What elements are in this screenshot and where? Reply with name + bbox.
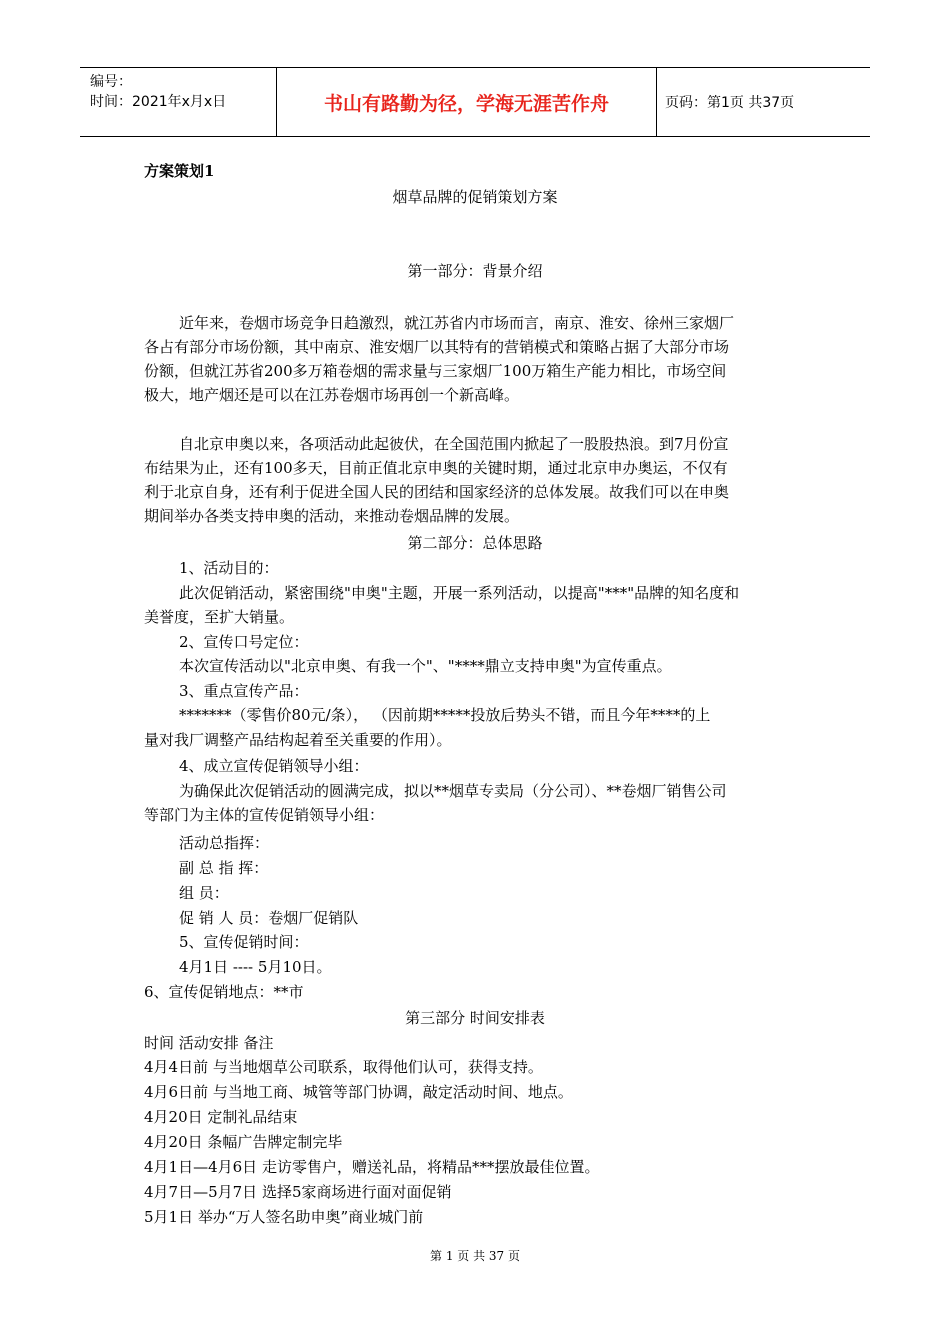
- paragraph-line: 利于北京自身，还有利于促进全国人民的团结和国家经济的总体发展。故我们可以在申奥: [144, 483, 730, 501]
- paragraph-line: 此次促销活动，紧密围绕"申奥"主题，开展一系列活动，以提高"***"品牌的知名度和: [179, 584, 740, 602]
- part2-heading: 第二部分：总体思路: [407, 534, 543, 552]
- leader-row: 活动总指挥：: [179, 834, 270, 852]
- section-title: 1、活动目的：: [179, 559, 279, 577]
- schedule-row: 4月7日—5月7日 选择5家商场进行面对面促销: [144, 1183, 452, 1201]
- header-meta: [80, 68, 277, 136]
- paragraph-line: 本次宣传活动以"北京申奥、有我一个"、"****鼎立支持申奥"为宣传重点。: [179, 657, 672, 675]
- paragraph-line: 布结果为止，还有100多天，目前正值北京申奥的关键时期，通过北京申办奥运，不仅有: [144, 459, 728, 477]
- schedule-row: 5月1日 举办“万人签名助申奥”商业城门前: [144, 1208, 424, 1226]
- paragraph-line: 份额，但就江苏省200多万箱卷烟的需求量与三家烟厂100万箱生产能力相比，市场空间: [144, 362, 727, 380]
- schedule-row: 时间 活动安排 备注: [144, 1034, 274, 1052]
- paragraph-line: 美誉度，至扩大销量。: [144, 608, 295, 626]
- schedule-row: 4月6日前 与当地工商、城管等部门协调，敲定活动时间、地点。: [144, 1083, 573, 1101]
- doc-title: 烟草品牌的促销策划方案: [392, 188, 558, 206]
- paragraph-line: 各占有部分市场份额，其中南京、淮安烟厂以其特有的营销模式和策略占据了大部分市场: [144, 338, 730, 356]
- paragraph-line: 4月1日 ---- 5月10日。: [179, 958, 332, 976]
- paragraph-line: 量对我厂调整产品结构起着至关重要的作用）。: [144, 731, 452, 749]
- paragraph-line: 等部门为主体的宣传促销领导小组：: [144, 806, 385, 824]
- paragraph-line: 自北京申奥以来，各项活动此起彼伏，在全国范围内掀起了一股股热浪。到7月份宣: [179, 435, 729, 453]
- paragraph-line: 期间举办各类支持申奥的活动，来推动卷烟品牌的发展。: [144, 507, 520, 525]
- section-title: 2、宣传口号定位：: [179, 633, 309, 651]
- page-footer: 第 1 页 共 37 页: [430, 1249, 520, 1263]
- part3-heading: 第三部分 时间安排表: [405, 1009, 545, 1027]
- schedule-row: 4月20日 条幅广告牌定制完毕: [144, 1133, 343, 1151]
- paragraph-line: 为确保此次促销活动的圆满完成，拟以**烟草专卖局（分公司）、**卷烟厂销售公司: [179, 782, 727, 800]
- page-header: [80, 67, 870, 137]
- leader-row: 促 销 人 员：卷烟厂促销队: [179, 909, 359, 927]
- header-motto: 书山有路勤为径，学海无涯苦作舟: [277, 68, 657, 136]
- plan-label: 方案策划1: [144, 162, 215, 180]
- paragraph-line: 近年来，卷烟市场竞争日趋激烈，就江苏省内市场而言，南京、淮安、徐州三家烟厂: [179, 314, 735, 332]
- section-title: 5、宣传促销时间：: [179, 933, 309, 951]
- code-label: 编号：: [90, 74, 132, 90]
- section-title: 6、宣传促销地点：**市: [144, 983, 304, 1001]
- schedule-row: 4月1日—4月6日 走访零售户，赠送礼品，将精品***摆放最佳位置。: [144, 1158, 600, 1176]
- paragraph-line: 极大，地产烟还是可以在江苏卷烟市场再创一个新高峰。: [144, 386, 520, 404]
- section-title: 4、成立宣传促销领导小组：: [179, 757, 369, 775]
- header-page-info: 页码：第1页 共37页: [665, 95, 795, 111]
- schedule-row: 4月20日 定制礼品结束: [144, 1108, 298, 1126]
- section-title: 3、重点宣传产品：: [179, 682, 309, 700]
- time-line: 时间：2021年x月x日: [90, 94, 227, 110]
- schedule-row: 4月4日前 与当地烟草公司联系，取得他们认可，获得支持。: [144, 1058, 543, 1076]
- leader-row: 副 总 指 挥：: [179, 859, 269, 877]
- paragraph-line: *******（零售价80元/条）， （因前期*****投放后势头不错，而且今年****的上: [179, 706, 711, 724]
- part1-heading: 第一部分：背景介绍: [407, 262, 543, 280]
- leader-row: 组 员：: [179, 884, 229, 902]
